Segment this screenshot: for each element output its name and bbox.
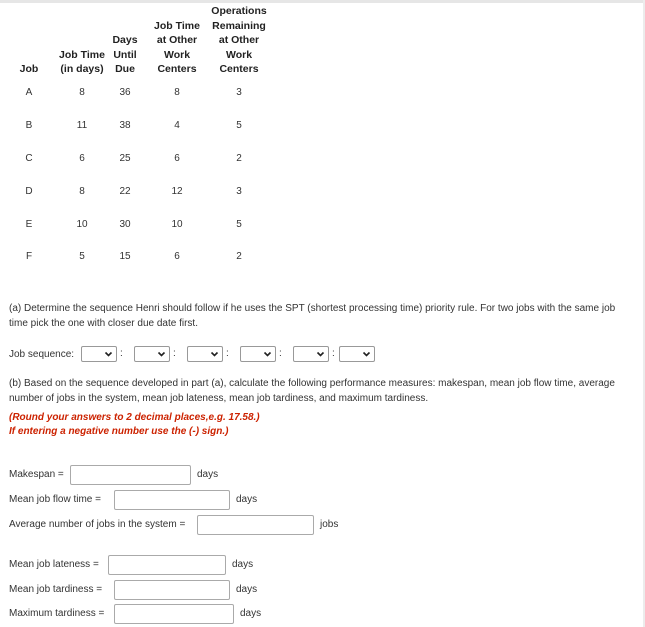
cell-other-time: 10 [171, 218, 183, 230]
max-tardiness-input[interactable] [114, 604, 234, 624]
avg-jobs-unit: jobs [320, 519, 339, 530]
top-border [0, 0, 645, 3]
negative-instruction: If entering a negative number use the (-) sign.) [9, 426, 229, 437]
max-tardiness-label: Maximum tardiness = [9, 608, 105, 619]
part-a-text: (a) Determine the sequence Henri should follow if he uses the SPT (shortest processing time) priority rule. For two jobs with the same job time pick the one with closer due date first. [9, 303, 616, 329]
cell-due: 15 [119, 251, 131, 263]
cell-due: 36 [119, 87, 131, 99]
chevron-down-icon [316, 348, 325, 363]
chevron-down-icon [263, 348, 272, 363]
cell-other-time: 4 [174, 120, 180, 132]
cell-job: A [25, 87, 33, 99]
table-header-row [0, 4, 268, 77]
mean-lateness-label: Mean job lateness = [9, 559, 99, 570]
mean-flow-time-input[interactable] [114, 490, 230, 510]
sequence-separator: : [226, 348, 229, 359]
makespan-input[interactable] [70, 465, 191, 485]
cell-job: C [25, 152, 33, 164]
cell-job-time: 11 [76, 120, 88, 132]
cell-ops: 3 [236, 87, 242, 99]
sequence-separator: : [332, 348, 335, 359]
mean-flow-time-label: Mean job flow time = [9, 494, 101, 505]
rounding-instruction: (Round your answers to 2 decimal places,e.g. 17.58.) [9, 412, 260, 423]
cell-due: 30 [119, 218, 131, 230]
cell-due: 22 [119, 185, 131, 197]
part-b-text: (b) Based on the sequence developed in part (a), calculate the following performance measures: makespan, mean job flow time, average number of jobs in the system, mean job lateness, mean job tardiness, and maximum tardiness. [9, 378, 615, 404]
cell-job: E [25, 218, 33, 230]
sequence-separator: : [120, 348, 123, 359]
table-row [0, 77, 268, 110]
cell-job-time: 10 [76, 218, 88, 230]
chevron-down-icon [362, 348, 371, 363]
mean-tardiness-input[interactable] [114, 580, 230, 600]
job-data-table [0, 4, 268, 273]
cell-other-time: 6 [174, 152, 180, 164]
cell-other-time: 6 [174, 251, 180, 263]
cell-job-time: 8 [79, 185, 85, 197]
chevron-down-icon [104, 348, 113, 363]
cell-due: 25 [119, 152, 131, 164]
cell-other-time: 8 [174, 87, 180, 99]
sequence-select-4[interactable] [240, 346, 276, 362]
cell-job: F [25, 251, 33, 263]
cell-job-time: 5 [79, 251, 85, 263]
chevron-down-icon [157, 348, 166, 363]
mean-tardiness-label: Mean job tardiness = [9, 584, 103, 595]
table-row [0, 240, 268, 273]
sequence-select-3[interactable] [187, 346, 223, 362]
sequence-separator: : [279, 348, 282, 359]
cell-job: D [25, 185, 33, 197]
header-days-until-due: Days Until Due [112, 34, 138, 75]
sequence-select-1[interactable] [81, 346, 117, 362]
header-job-time: Job Time (in days) [59, 48, 105, 75]
cell-ops: 2 [236, 251, 242, 263]
cell-ops: 5 [236, 120, 242, 132]
makespan-label: Makespan = [9, 469, 64, 480]
sequence-separator: : [173, 348, 176, 359]
cell-job-time: 8 [79, 87, 85, 99]
avg-jobs-label: Average number of jobs in the system = [9, 519, 186, 530]
cell-ops: 2 [236, 152, 242, 164]
sequence-select-2[interactable] [134, 346, 170, 362]
cell-due: 38 [119, 120, 131, 132]
makespan-unit: days [197, 469, 219, 480]
table-row [0, 175, 268, 208]
mean-lateness-input[interactable] [108, 555, 226, 575]
max-tardiness-unit: days [240, 608, 262, 619]
sequence-select-5[interactable] [293, 346, 329, 362]
cell-job: B [25, 120, 33, 132]
header-operations-remaining: Operations Remaining at Other Work Centers [211, 5, 267, 75]
chevron-down-icon [210, 348, 219, 363]
header-job-time-other: Job Time at Other Work Centers [154, 19, 200, 75]
sequence-select-6[interactable] [339, 346, 375, 362]
table-row [0, 109, 268, 142]
mean-flow-time-unit: days [236, 494, 258, 505]
cell-ops: 3 [236, 185, 242, 197]
cell-ops: 5 [236, 218, 242, 230]
cell-job-time: 6 [79, 152, 85, 164]
header-job: Job [19, 63, 39, 75]
job-sequence-label: Job sequence: [9, 349, 75, 360]
mean-tardiness-unit: days [236, 584, 258, 595]
table-row [0, 208, 268, 241]
table-row [0, 142, 268, 175]
mean-lateness-unit: days [232, 559, 254, 570]
cell-other-time: 12 [171, 185, 183, 197]
avg-jobs-input[interactable] [197, 515, 314, 535]
